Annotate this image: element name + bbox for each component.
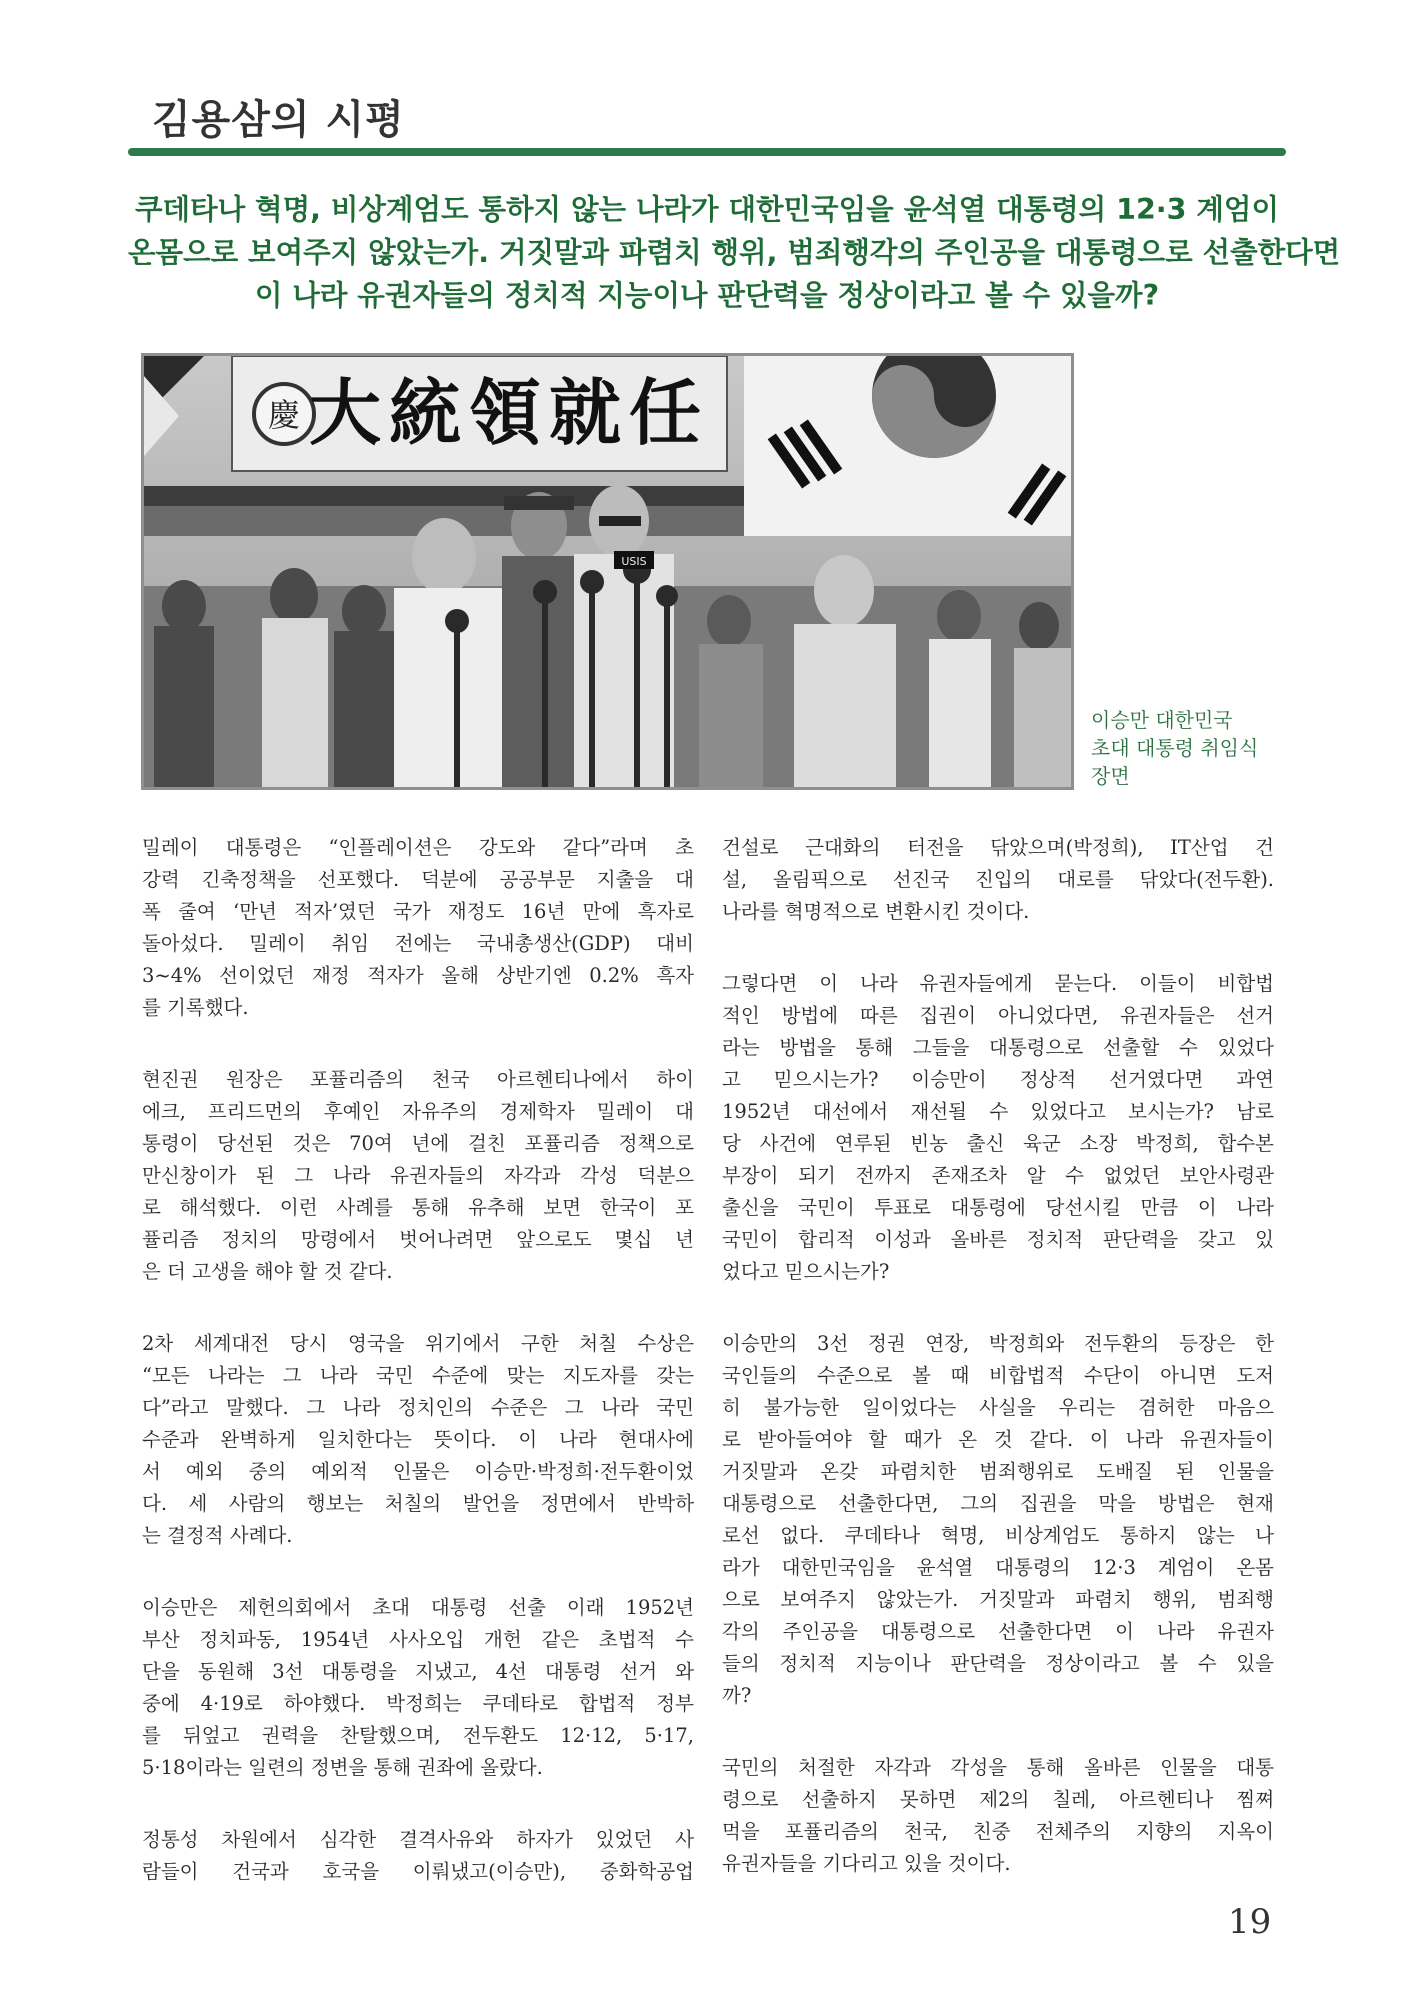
mic-label: USIS [621,555,647,568]
text-line: 람들이 건국과 호국을 이뤄냈고(이승만), 중화학공업 [142,1860,694,1883]
text-line: 폭 줄여 ‘만년 적자’였던 국가 재정도 16년 만에 흑자로 [142,900,694,923]
text-line: 각의 주인공을 대통령으로 선출한다면 이 나라 유권자 [722,1620,1274,1643]
text-line: 라가 대한민국임을 윤석열 대통령의 12·3 계엄이 온몸 [722,1556,1274,1579]
text-line: 적인 방법에 따른 집권이 아니었다면, 유권자들은 선거 [722,1004,1274,1027]
text-line: 까? [722,1684,752,1707]
text-line: 고 믿으시는가? 이승만이 정상적 선거였다면 과연 [722,1068,1274,1091]
lead-summary [128,188,1341,317]
inauguration-photo [141,353,1074,790]
text-line: 당 사건에 연루된 빈농 출신 육군 소장 박정희, 합수본 [722,1132,1274,1155]
text-line: 정통성 차원에서 심각한 결격사유와 하자가 있었던 사 [142,1828,694,1851]
text-line: 유권자들을 기다리고 있을 것이다. [722,1852,1011,1875]
photo-caption [1091,706,1258,790]
text-line: 다”라고 말했다. 그 나라 정치인의 수준은 그 나라 국민 [142,1396,694,1419]
paragraph [142,1328,694,1552]
text-line: 국민이 합리적 이성과 올바른 정치적 판단력을 갖고 있 [722,1228,1274,1251]
text-line: 었다고 믿으시는가? [722,1260,890,1283]
text-line: 들의 정치적 지능이나 판단력을 정상이라고 볼 수 있을 [722,1652,1274,1675]
lead-line: 온몸으로 보여주지 않았는가. 거짓말과 파렴치 행위, 범죄행각의 주인공을 대통령으로 선출한다면 [128,236,1341,269]
lead-line: 이 나라 유권자들의 정치적 지능이나 판단력을 정상이라고 볼 수 있을까? [254,279,1160,312]
text-line: 강력 긴축정책을 선포했다. 덕분에 공공부문 지출을 대 [142,868,694,891]
text-line: 를 뒤엎고 권력을 찬탈했으며, 전두환도 12·12, 5·17, [142,1724,694,1747]
lead-line: 쿠데타나 혁명, 비상계엄도 통하지 않는 나라가 대한민국임을 윤석열 대통령의 12·3 계엄이 [135,193,1279,226]
text-line: 퓰리즘 정치의 망령에서 벗어나려면 앞으로도 몇십 년 [142,1228,694,1251]
text-line: “모든 나라는 그 나라 국민 수준에 맞는 지도자를 갖는 [142,1364,694,1387]
banner-text: 大統領就任 [308,370,710,455]
text-line: 중에 4·19로 하야했다. 박정희는 쿠데타로 합법적 정부 [142,1692,694,1715]
text-line: 로 받아들여야 할 때가 온 것 같다. 이 나라 유권자들이 [722,1428,1274,1451]
column-title: 김용삼의 시평 [152,97,405,143]
text-line: 부장이 되기 전까지 존재조차 알 수 없었던 보안사령관 [722,1164,1274,1187]
page-number: 19 [1228,1902,1272,1942]
text-line: 라는 방법을 통해 그들을 대통령으로 선출할 수 있었다 [722,1036,1274,1059]
text-line: 나라를 혁명적으로 변환시킨 것이다. [722,900,1030,923]
paragraph [722,1752,1274,1880]
text-line: 국민의 처절한 자각과 각성을 통해 올바른 인물을 대통 [722,1756,1274,1779]
caption-line: 이승만 대한민국 [1091,708,1233,732]
text-line: 수준과 완벽하게 일치한다는 뜻이다. 이 나라 현대사에 [142,1428,694,1451]
text-line: 로선 없다. 쿠데타나 혁명, 비상계엄도 통하지 않는 나 [722,1524,1274,1547]
text-line: 국인들의 수준으로 볼 때 비합법적 수단이 아니면 도저 [722,1364,1274,1387]
title-rule [128,148,1286,156]
caption-line: 장면 [1091,764,1130,788]
text-line: 부산 정치파동, 1954년 사사오입 개헌 같은 초법적 수 [142,1628,694,1651]
text-line: 서 예외 중의 예외적 인물은 이승만·박정희·전두환이었 [142,1460,694,1483]
text-line: 출신을 국민이 투표로 대통령에 당선시킬 만큼 이 나라 [722,1196,1274,1219]
text-line: 2차 세계대전 당시 영국을 위기에서 구한 처칠 수상은 [142,1332,694,1355]
left-column [142,832,694,1928]
text-line: 3~4% 선이었던 재정 적자가 올해 상반기엔 0.2% 흑자 [142,964,694,987]
text-line: 거짓말과 온갖 파렴치한 범죄행위로 도배질 된 인물을 [722,1460,1274,1483]
paragraph [142,1064,694,1288]
text-line: 건설로 근대화의 터전을 닦았으며(박정희), IT산업 건 [722,836,1274,859]
text-line: 통령이 당선된 것은 70여 년에 걸친 포퓰리즘 정책으로 [142,1132,694,1155]
text-line: 단을 동원해 3선 대통령을 지냈고, 4선 대통령 선거 와 [142,1660,694,1683]
paragraph [722,832,1274,928]
text-line: 만신창이가 된 그 나라 유권자들의 자각과 각성 덕분으 [142,1164,694,1187]
text-line: 1952년 대선에서 재선될 수 있었다고 보시는가? 남로 [722,1100,1274,1123]
text-line: 령으로 선출하지 못하면 제2의 칠레, 아르헨티나 찜쪄 [722,1788,1274,1811]
text-line: 히 불가능한 일이었다는 사실을 우리는 겸허한 마음으 [722,1396,1274,1419]
text-line: 설, 올림픽으로 선진국 진입의 대로를 닦았다(전두환). [722,868,1274,891]
paragraph [722,968,1274,1288]
text-line: 5·18이라는 일련의 정변을 통해 권좌에 올랐다. [142,1756,543,1779]
text-line: 돌아섰다. 밀레이 취임 전에는 국내총생산(GDP) 대비 [142,932,694,955]
text-line: 그렇다면 이 나라 유권자들에게 묻는다. 이들이 비합법 [722,972,1274,995]
text-line: 를 기록했다. [142,996,249,1019]
text-line: 이승만의 3선 정권 연장, 박정희와 전두환의 등장은 한 [722,1332,1274,1355]
text-line: 현진권 원장은 포퓰리즘의 천국 아르헨티나에서 하이 [142,1068,694,1091]
text-line: 밀레이 대통령은 “인플레이션은 강도와 같다”라며 초 [142,836,694,859]
right-column [722,832,1274,1920]
paragraph [142,832,694,1024]
text-line: 는 결정적 사례다. [142,1524,293,1547]
text-line: 로 해석했다. 이런 사례를 통해 유추해 보면 한국이 포 [142,1196,694,1219]
text-line: 먹을 포퓰리즘의 천국, 친중 전체주의 지향의 지옥이 [722,1820,1274,1843]
text-line: 에크, 프리드먼의 후예인 자유주의 경제학자 밀레이 대 [142,1100,694,1123]
banner-emblem: 慶 [267,396,301,434]
text-line: 은 더 고생을 해야 할 것 같다. [142,1260,393,1283]
paragraph [142,1592,694,1784]
caption-line: 초대 대통령 취임식 [1091,736,1259,760]
text-line: 다. 세 사람의 행보는 처칠의 발언을 정면에서 반박하 [142,1492,694,1515]
paragraph [722,1328,1274,1712]
text-line: 으로 보여주지 않았는가. 거짓말과 파렴치 행위, 범죄행 [722,1588,1274,1611]
text-line: 대통령으로 선출한다면, 그의 집권을 막을 방법은 현재 [722,1492,1274,1515]
text-line: 이승만은 제헌의회에서 초대 대통령 선출 이래 1952년 [142,1596,694,1619]
paragraph [142,1824,694,1888]
